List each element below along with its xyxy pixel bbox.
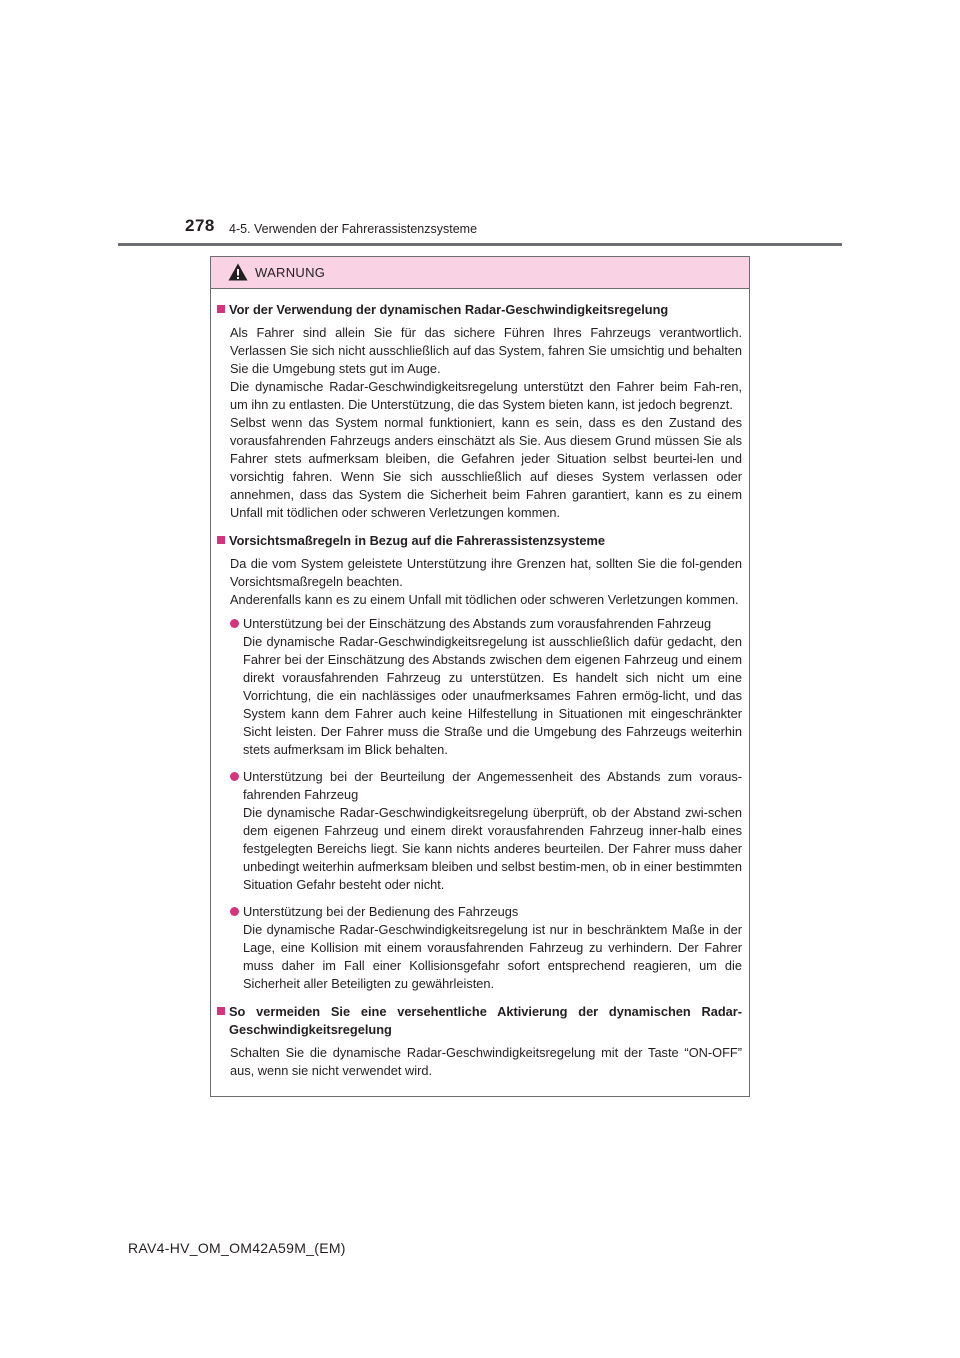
square-bullet-icon [217, 1007, 225, 1015]
list-item [217, 615, 742, 759]
square-bullet-icon [217, 305, 225, 313]
list-item-title: Unterstützung bei der Einschätzung des Abstands zum vorausfahrenden Fahrzeug [243, 616, 712, 631]
warning-header [211, 257, 749, 289]
paragraph: Da die vom System geleistete Unterstützung ihre Grenzen hat, sollten Sie die fol-genden Vorsichtsmaßregeln beachten. [230, 556, 742, 589]
list-item-title: Unterstützung bei der Beurteilung der Angemessenheit des Abstands zum voraus-fahrenden Fahrzeug [243, 769, 742, 802]
section-title: 4-5. Verwenden der Fahrerassistenzsysteme [229, 222, 478, 236]
paragraph: Anderenfalls kann es zu einem Unfall mit tödlichen oder schweren Verletzungen kommen. [230, 592, 739, 607]
section-heading: Vor der Verwendung der dynamischen Radar-Geschwindigkeitsregelung [217, 301, 742, 319]
warning-triangle-icon [228, 263, 248, 281]
section-heading: Vorsichtsmaßregeln in Bezug auf die Fahrerassistenzsysteme [217, 532, 742, 550]
warning-box [210, 256, 750, 1097]
warning-section-precautions [217, 532, 742, 993]
list-item-text: Die dynamische Radar-Geschwindigkeitsregelung ist nur in beschränktem Maße in der Lage, eine Kollision mit einem vorausfahrenden Fahrzeug zu verhindern. Der Fahrer muss daher im Fall einer Kollisionsgefahr sofort entsprechend reagieren, um die Sicherheit aller Beteiligten zu gewährleisten. [243, 922, 742, 991]
page-number: 278 [185, 216, 215, 235]
paragraph: Die dynamische Radar-Geschwindigkeitsregelung unterstützt den Fahrer beim Fah-ren, um ihn zu entlasten. Die Unterstützung, die das System bieten kann, ist jedoch begrenzt. [230, 379, 742, 412]
round-bullet-icon [230, 619, 239, 628]
list-item-text: Die dynamische Radar-Geschwindigkeitsregelung ist ausschließlich dafür gedacht, den Fahrer bei der Einschätzung des Abstands zwischen dem eigenen Fahrzeug und einem direkt vorausfahrenden Fahrzeug zu unterstützen. Es handelt sich nicht um eine Vorrichtung, die ein nachlässiges oder unaufmerksames Fahren ermög-licht, und das System kann dem Fahrer auch keine Hilfestellung in Situationen mit eingeschränkter Sicht leisten. Der Fahrer muss die Straße und die Umgebung des Fahrzeugs weiterhin stets aufmerksam im Blick behalten. [243, 634, 742, 757]
list-item-text: Die dynamische Radar-Geschwindigkeitsregelung überprüft, ob der Abstand zwi-schen dem eigenen Fahrzeug und einem direkt vorausfahrenden Fahrzeug inner-halb eines festgelegten Bereichs liegt. Sie kann nichts anderes beurteilen. Der Fahrer muss daher unbedingt weiterhin aufmerksam bleiben und selbst bestim-men, ob in einer bestimmten Situation Gefahr besteht oder nicht. [243, 805, 742, 892]
list-item-title: Unterstützung bei der Bedienung des Fahrzeugs [243, 904, 519, 919]
header-divider [118, 243, 842, 246]
warning-label: WARNUNG [255, 265, 326, 280]
warning-body [211, 289, 749, 1080]
round-bullet-icon [230, 907, 239, 916]
list-item [217, 768, 742, 894]
square-bullet-icon [217, 536, 225, 544]
paragraph: Als Fahrer sind allein Sie für das sichere Führen Ihres Fahrzeugs verantwortlich. Verlassen Sie sich nicht ausschließlich auf das System, fahren Sie umsichtig und behalten Sie die Umgebung stets gut im Auge. [230, 325, 742, 376]
paragraph: Schalten Sie die dynamische Radar-Geschwindigkeitsregelung mit der Taste “ON-OFF” aus, wenn sie nicht verwendet wird. [230, 1045, 742, 1078]
list-item [217, 903, 742, 993]
warning-section-accidental-activation [217, 1003, 742, 1080]
warning-section-radar-usage [217, 301, 742, 522]
round-bullet-icon [230, 772, 239, 781]
section-heading: So vermeiden Sie eine versehentliche Aktivierung der dynamischen Radar-Geschwindigkeitsregelung [217, 1003, 742, 1039]
document-code: RAV4-HV_OM_OM42A59M_(EM) [128, 1240, 346, 1256]
paragraph: Selbst wenn das System normal funktioniert, kann es sein, dass es den Zustand des vorausfahrenden Fahrzeugs anders einschätzt als Sie. Aus diesem Grund müssen Sie als Fahrer stets aufmerksam bleiben, die Gefahren jeder Situation selbst beurtei-len und vorsichtig fahren. Wenn Sie sich ausschließlich auf dieses System verlassen oder annehmen, dass das System die Sicherheit beim Fahren garantiert, kann es zu einem Unfall mit tödlichen oder schweren Verletzungen kommen. [230, 415, 742, 520]
